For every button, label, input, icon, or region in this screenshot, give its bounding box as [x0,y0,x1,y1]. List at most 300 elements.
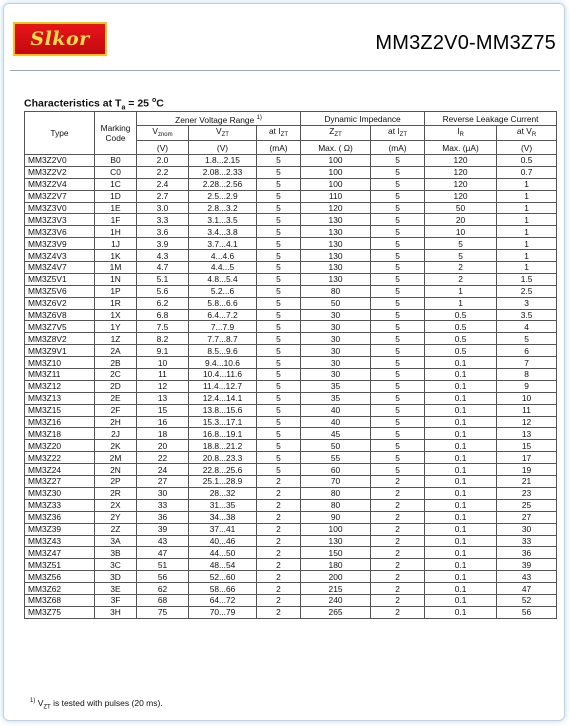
table-cell: 3.7...4.1 [189,238,257,250]
table-cell: 4.3 [137,250,189,262]
table-cell: 0.1 [425,571,497,583]
table-cell: 40...46 [189,535,257,547]
table-cell: MM3Z20 [25,440,95,452]
table-cell: MM3Z36 [25,511,95,523]
table-cell: 5 [257,250,301,262]
table-cell: 2 [371,547,425,559]
table-cell: 5 [257,440,301,452]
table-cell: 17 [497,452,557,464]
table-cell: 36 [137,511,189,523]
table-cell: 0.1 [425,416,497,428]
table-cell: 3D [95,571,137,583]
table-cell: 5 [497,333,557,345]
table-cell: 30 [301,333,371,345]
col-header-marking: Marking Code [95,112,137,155]
table-cell: MM3Z3V3 [25,214,95,226]
table-cell: 0.1 [425,583,497,595]
table-cell: 2 [257,499,301,511]
table-row [25,155,557,167]
table-cell: 3.4...3.8 [189,226,257,238]
table-row [25,238,557,250]
table-row [25,357,557,369]
table-row [25,190,557,202]
table-cell: 5 [371,369,425,381]
table-cell: 5 [371,428,425,440]
table-cell: 43 [137,535,189,547]
table-cell: 5.1 [137,273,189,285]
table-cell: 4.7 [137,262,189,274]
table-cell: 2.2 [137,166,189,178]
table-cell: 5 [257,333,301,345]
table-cell: 70 [301,476,371,488]
table-cell: 6.4...7.2 [189,309,257,321]
table-row [25,297,557,309]
table-cell: 5 [371,392,425,404]
table-cell: 1.8...2.15 [189,155,257,167]
table-cell: 5 [371,262,425,274]
table-row [25,380,557,392]
table-cell: 3F [95,594,137,606]
table-cell: 2 [371,559,425,571]
table-cell: 3C [95,559,137,571]
table-cell: 5 [257,273,301,285]
table-cell: 40 [301,416,371,428]
table-cell: 1N [95,273,137,285]
table-cell: 20 [137,440,189,452]
table-cell: 80 [301,499,371,511]
table-cell: 5 [371,166,425,178]
table-cell: 7.7...8.7 [189,333,257,345]
caption-sub: a [121,104,126,112]
table-cell: 0.1 [425,535,497,547]
table-cell: 110 [301,190,371,202]
table-cell: 25.1...28.9 [189,476,257,488]
table-cell: C0 [95,166,137,178]
table-cell: MM3Z15 [25,404,95,416]
table-cell: MM3Z27 [25,476,95,488]
table-cell: 4...4.6 [189,250,257,262]
table-cell: 2A [95,345,137,357]
caption-unit: C [156,97,164,110]
table-cell: 5 [371,309,425,321]
table-cell: 30 [497,523,557,535]
table-row [25,452,557,464]
table-cell: 2 [257,583,301,595]
table-cell: 4.4...5 [189,262,257,274]
table-cell: 30 [301,369,371,381]
table-cell: 15 [497,440,557,452]
table-cell: 5 [257,416,301,428]
table-cell: MM3Z39 [25,523,95,535]
table-cell: 2E [95,392,137,404]
table-cell: 1 [497,238,557,250]
table-cell: MM3Z3V6 [25,226,95,238]
table-cell: MM3Z9V1 [25,345,95,357]
table-cell: 0.5 [425,309,497,321]
table-cell: 1E [95,202,137,214]
table-row [25,178,557,190]
table-cell: MM3Z3V9 [25,238,95,250]
table-cell: 60 [301,464,371,476]
table-cell: 215 [301,583,371,595]
caption-rest: = 25 [125,97,152,110]
table-cell: 5 [257,178,301,190]
table-cell: 5 [371,464,425,476]
table-cell: 0.1 [425,523,497,535]
table-cell: 39 [497,559,557,571]
table-cell: 7 [497,357,557,369]
table-cell: 2P [95,476,137,488]
unit-ir: Max. (μA) [425,141,497,155]
table-cell: MM3Z5V1 [25,273,95,285]
table-cell: 2 [257,594,301,606]
table-cell: 33 [137,499,189,511]
table-cell: 2R [95,487,137,499]
table-cell: 70...79 [189,606,257,618]
table-cell: 5 [257,369,301,381]
table-cell: MM3Z47 [25,547,95,559]
table-caption [24,97,164,112]
table-cell: 2.28...2.56 [189,178,257,190]
table-cell: 120 [425,190,497,202]
table-cell: MM3Z6V8 [25,309,95,321]
table-cell: 5 [371,321,425,333]
table-cell: 5 [371,214,425,226]
col-header-at-izt-1: at $I_{ZT}$ [257,126,301,141]
table-cell: 3B [95,547,137,559]
document-title: MM3Z2V0-MM3Z75 [375,32,556,54]
table-cell: 0.1 [425,594,497,606]
table-cell: 0.1 [425,511,497,523]
table-cell: MM3Z3V0 [25,202,95,214]
table-cell: 10 [497,392,557,404]
table-cell: 1 [497,214,557,226]
table-cell: MM3Z24 [25,464,95,476]
table-cell: 1 [497,226,557,238]
table-cell: 5 [257,190,301,202]
table-cell: 3 [497,297,557,309]
table-row [25,321,557,333]
table-cell: 50 [301,440,371,452]
table-cell: 2N [95,464,137,476]
table-body [25,155,557,619]
table-cell: 2 [257,487,301,499]
unit-izt-2: (mA) [371,141,425,155]
table-cell: 2 [257,535,301,547]
table-cell: 5 [371,190,425,202]
table-cell: 1M [95,262,137,274]
table-cell: 0.1 [425,464,497,476]
table-cell: 0.1 [425,380,497,392]
table-cell: 16.8...19.1 [189,428,257,440]
table-cell: 8.2 [137,333,189,345]
table-cell: 0.5 [425,333,497,345]
table-cell: 2 [371,571,425,583]
table-cell: 5.2...6 [189,285,257,297]
table-cell: 5 [257,464,301,476]
table-cell: 5 [257,428,301,440]
characteristics-table [24,111,557,619]
table-row [25,476,557,488]
unit-vr: (V) [497,141,557,155]
table-cell: 7.5 [137,321,189,333]
table-cell: 2 [371,476,425,488]
table-cell: 2 [371,487,425,499]
table-cell: 44...50 [189,547,257,559]
table-cell: 7...7.9 [189,321,257,333]
table-cell: 2 [257,523,301,535]
table-cell: 5 [257,297,301,309]
table-row [25,345,557,357]
table-cell: 2.5 [497,285,557,297]
table-cell: 5 [371,333,425,345]
table-row [25,404,557,416]
table-cell: 5 [371,345,425,357]
table-cell: 2F [95,404,137,416]
brand-logo [13,22,107,56]
table-cell: 24 [137,464,189,476]
table-cell: 35 [301,380,371,392]
table-cell: 100 [301,166,371,178]
table-cell: MM3Z5V6 [25,285,95,297]
table-cell: 30 [301,309,371,321]
table-cell: 2 [257,547,301,559]
table-cell: MM3Z4V7 [25,262,95,274]
table-cell: 30 [301,321,371,333]
table-cell: 3.0 [137,202,189,214]
table-cell: 5 [371,440,425,452]
col-header-type: Type [25,112,95,155]
table-cell: 4.8...5.4 [189,273,257,285]
table-cell: 0.1 [425,357,497,369]
unit-vznom: (V) [137,141,189,155]
table-cell: 23 [497,487,557,499]
table-cell: 1F [95,214,137,226]
table-cell: 5 [425,238,497,250]
table-cell: 9 [497,380,557,392]
table-cell: 20 [425,214,497,226]
table-cell: 15.3...17.1 [189,416,257,428]
unit-vzt: (V) [189,141,257,155]
table-cell: MM3Z7V5 [25,321,95,333]
table-cell: 9.1 [137,345,189,357]
table-cell: MM3Z10 [25,357,95,369]
table-cell: 130 [301,535,371,547]
table-cell: 16 [137,416,189,428]
table-cell: 5 [257,392,301,404]
table-row [25,606,557,618]
table-cell: 13 [137,392,189,404]
table-cell: 5 [257,166,301,178]
table-cell: 5 [371,404,425,416]
table-row [25,392,557,404]
table-cell: 1H [95,226,137,238]
table-cell: 80 [301,285,371,297]
table-cell: MM3Z2V7 [25,190,95,202]
table-row [25,559,557,571]
table-cell: 120 [425,155,497,167]
table-cell: 3E [95,583,137,595]
table-cell: 47 [497,583,557,595]
table-cell: 2 [257,559,301,571]
table-cell: 6.2 [137,297,189,309]
table-cell: 1 [497,250,557,262]
table-cell: MM3Z62 [25,583,95,595]
table-cell: 1C [95,178,137,190]
table-cell: 43 [497,571,557,583]
table-cell: 2.0 [137,155,189,167]
table-cell: MM3Z12 [25,380,95,392]
group-header-dynamic: Dynamic Impedance [301,112,425,126]
table-row [25,416,557,428]
table-cell: 2.7 [137,190,189,202]
table-row [25,594,557,606]
table-row [25,440,557,452]
header-divider [10,70,560,71]
table-cell: 130 [301,250,371,262]
table-cell: 2C [95,369,137,381]
table-cell: 2 [371,499,425,511]
table-cell: MM3Z18 [25,428,95,440]
table-cell: 1X [95,309,137,321]
table-cell: 1R [95,297,137,309]
table-cell: 19 [497,464,557,476]
table-cell: 1K [95,250,137,262]
table-cell: 5 [257,155,301,167]
table-cell: 5.6 [137,285,189,297]
table-cell: 10 [425,226,497,238]
table-cell: 90 [301,511,371,523]
table-cell: 52 [497,594,557,606]
table-cell: MM3Z16 [25,416,95,428]
table-row [25,464,557,476]
table-cell: 5 [257,345,301,357]
table-cell: 25 [497,499,557,511]
table-cell: 2Z [95,523,137,535]
table-cell: 2 [371,523,425,535]
table-cell: 35 [301,392,371,404]
table-cell: 20.8...23.3 [189,452,257,464]
col-header-vznom: $V_{znom}$ [137,126,189,141]
table-cell: 12.4...14.1 [189,392,257,404]
table-cell: 10.4...11.6 [189,369,257,381]
table-cell: 2M [95,452,137,464]
col-header-at-vr: at $V_R$ [497,126,557,141]
table-cell: 27 [497,511,557,523]
table-cell: 3.3 [137,214,189,226]
table-cell: 5 [257,202,301,214]
table-cell: 0.1 [425,476,497,488]
table-cell: 62 [137,583,189,595]
table-row [25,262,557,274]
col-header-at-izt-2: at $I_{ZT}$ [371,126,425,141]
table-cell: 0.1 [425,428,497,440]
table-cell: B0 [95,155,137,167]
table-cell: 2.4 [137,178,189,190]
table-cell: 2J [95,428,137,440]
table-cell: MM3Z51 [25,559,95,571]
table-cell: 5 [371,250,425,262]
table-cell: 1D [95,190,137,202]
table-cell: 3A [95,535,137,547]
table-cell: 58...66 [189,583,257,595]
table-cell: 0.1 [425,559,497,571]
table-cell: 100 [301,178,371,190]
table-cell: 1 [425,297,497,309]
table-cell: 2.08...2.33 [189,166,257,178]
table-cell: 2 [257,606,301,618]
table-cell: 2D [95,380,137,392]
table-cell: 13.8...15.6 [189,404,257,416]
table-cell: 5 [371,380,425,392]
table-cell: 27 [137,476,189,488]
table-cell: 15 [137,404,189,416]
table-cell: 0.5 [425,345,497,357]
table-cell: 50 [425,202,497,214]
footnote: $^{1)}$ $V_{ZT}$ is tested with pulses (20 ms). [30,698,163,711]
table-cell: MM3Z68 [25,594,95,606]
table-cell: MM3Z22 [25,452,95,464]
table-cell: 0.1 [425,404,497,416]
table-cell: MM3Z2V2 [25,166,95,178]
brand-logo-text: Slkor [30,28,90,50]
table-cell: 28...32 [189,487,257,499]
table-cell: 1Z [95,333,137,345]
table-cell: 45 [301,428,371,440]
table-cell: 64...72 [189,594,257,606]
table-row [25,333,557,345]
table-header [25,112,557,155]
table-cell: 120 [301,202,371,214]
table-cell: 18.8...21.2 [189,440,257,452]
table-cell: 40 [301,404,371,416]
table-cell: 1 [425,285,497,297]
table-cell: MM3Z4V3 [25,250,95,262]
table-cell: 13 [497,428,557,440]
table-cell: 21 [497,476,557,488]
table-cell: MM3Z30 [25,487,95,499]
table-cell: 2.8...3.2 [189,202,257,214]
table-cell: 12 [137,380,189,392]
table-cell: 31...35 [189,499,257,511]
table-cell: 1J [95,238,137,250]
table-cell: 2X [95,499,137,511]
table-cell: 68 [137,594,189,606]
table-cell: 6.8 [137,309,189,321]
unit-zzt: Max. ( Ω) [301,141,371,155]
table-cell: 5 [371,357,425,369]
table-row [25,369,557,381]
table-cell: 22.8...25.6 [189,464,257,476]
table-cell: 5 [257,357,301,369]
table-cell: 5 [257,238,301,250]
table-cell: 2 [371,583,425,595]
table-cell: 5 [257,380,301,392]
table-cell: 2H [95,416,137,428]
table-cell: 10 [137,357,189,369]
table-cell: MM3Z33 [25,499,95,511]
table-cell: 1 [497,178,557,190]
col-header-vzt: $V_{ZT}$ [189,126,257,141]
table-cell: 5 [371,155,425,167]
table-cell: 39 [137,523,189,535]
table-cell: 30 [301,357,371,369]
table-cell: 0.1 [425,547,497,559]
table-cell: 1Y [95,321,137,333]
table-cell: 0.1 [425,440,497,452]
table-cell: 1.5 [497,273,557,285]
table-row [25,499,557,511]
